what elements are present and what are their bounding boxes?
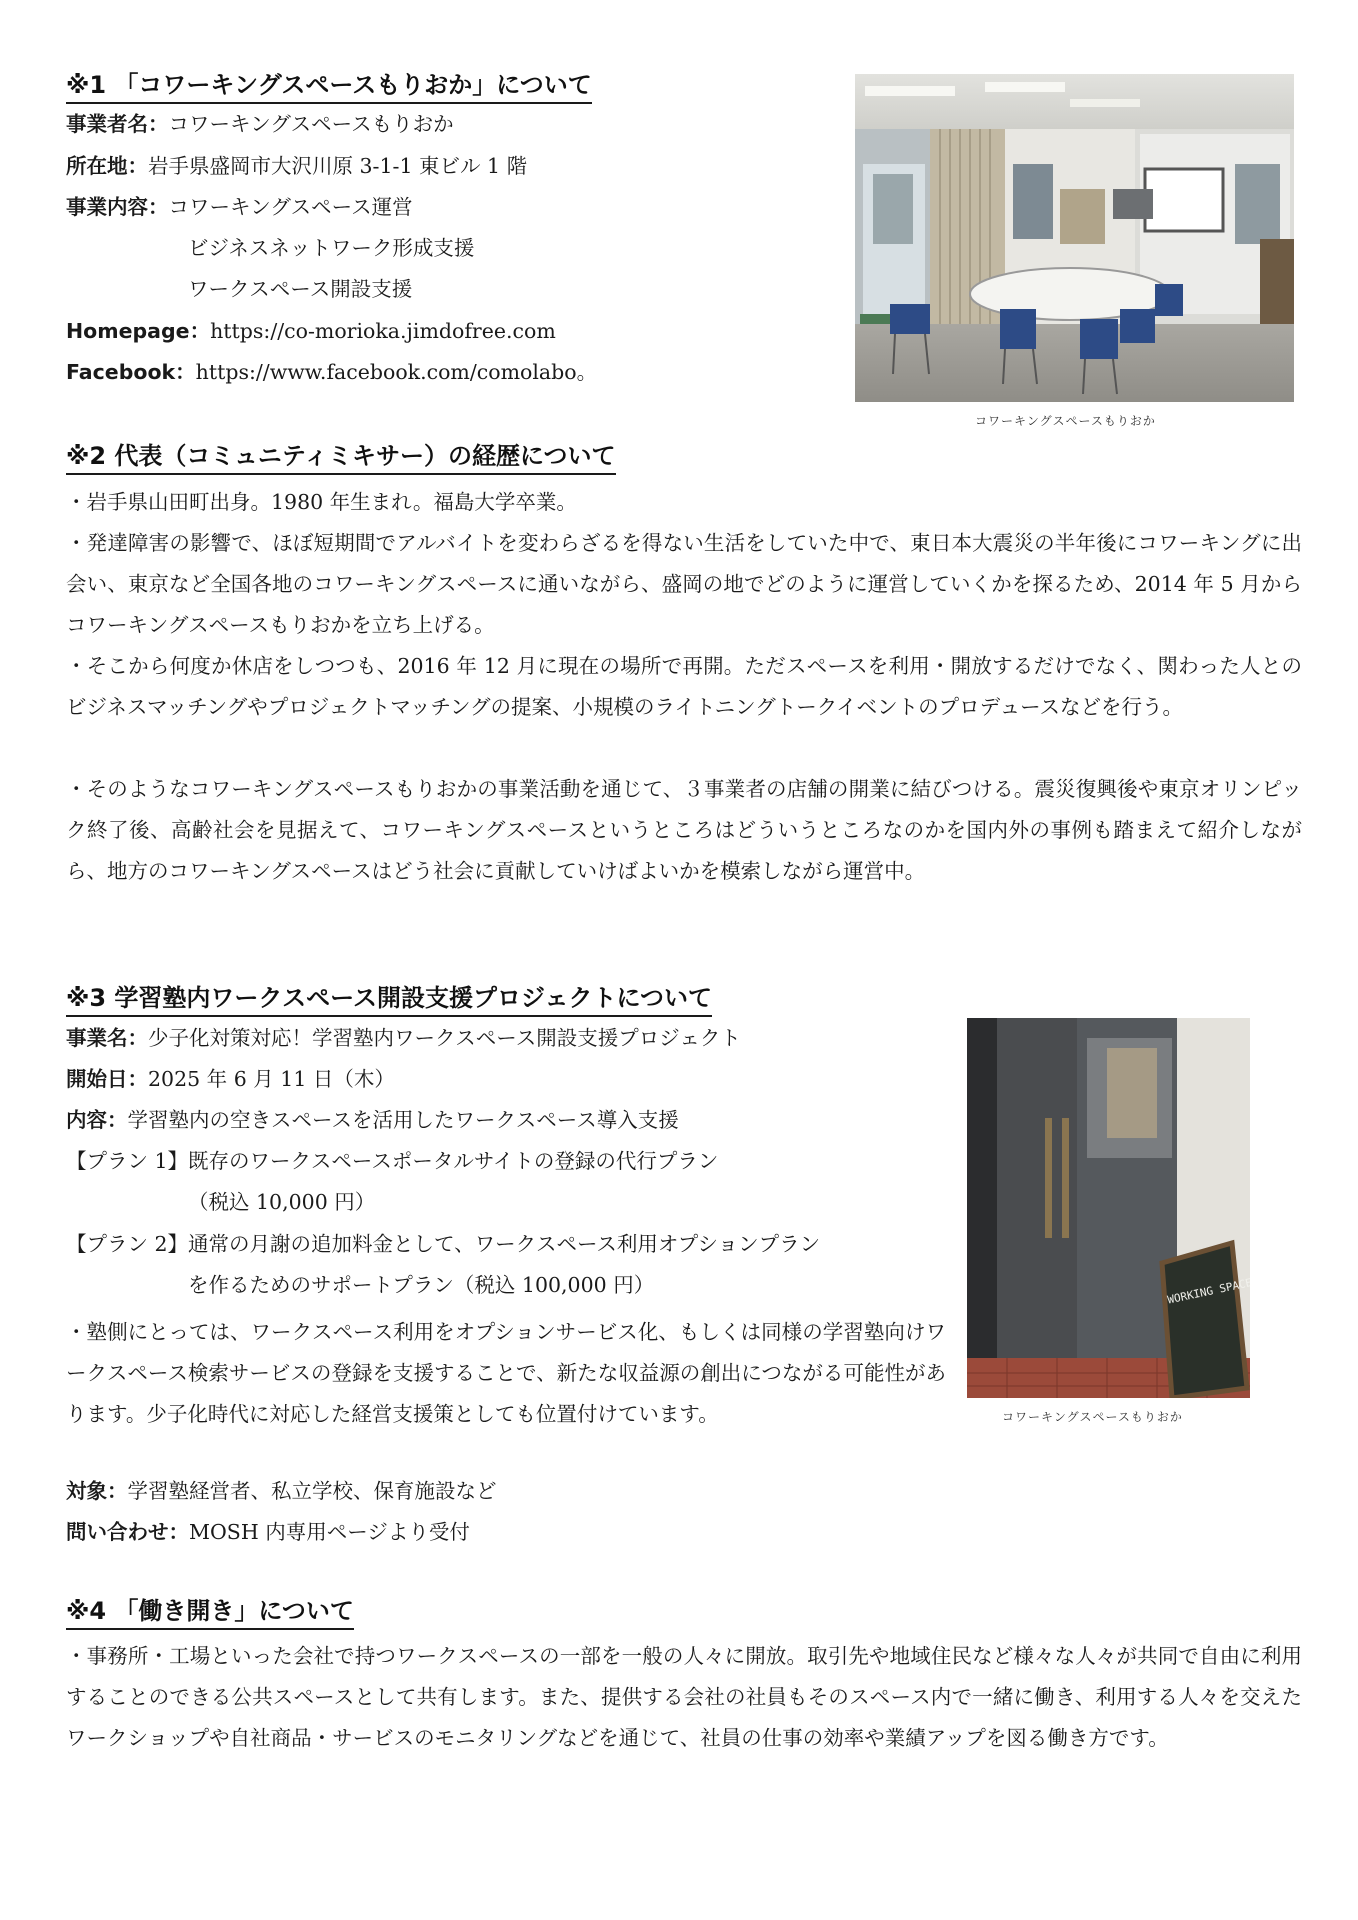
s3-plan-1-price: （税込 10,000 円） [188, 1190, 376, 1214]
photo-2-caption: コワーキングスペースもりおか [1002, 1410, 1183, 1424]
s1-business-content: 事業内容：コワーキングスペース運営 [66, 195, 413, 219]
s1-facebook: Facebook：https://www.facebook.com/comolabo。 [66, 360, 598, 384]
s3-plan-2: 【プラン 2】通常の月謝の追加料金として、ワークスペース利用オプションプラン [66, 1232, 821, 1256]
s2-para-4: ・そのようなコワーキングスペースもりおかの事業活動を通じて、３事業者の店舗の開業に結びつける。震災復興後や東京オリンピック終了後、高齢社会を見据えて、コワーキングスペースというところはどういうところなのかを国内外の事例も踏まえて紹介しながら、地方のコワーキングスペースはどう社会に貢献していけばよいかを模索しながら運営中。 [66, 777, 1302, 883]
s1-business-content-2: ビジネスネットワーク形成支援 [188, 236, 475, 260]
section-4-heading: ※4 「働き開き」について [66, 1596, 354, 1630]
s3-para: ・塾側にとっては、ワークスペース利用をオプションサービス化、もしくは同様の学習塾向けワークスペース検索サービスの登録を支援することで、新たな収益源の創出につながる可能性があります。少子化時代に対応した経営支援策としても位置付けています。 [66, 1320, 946, 1426]
homepage-link[interactable]: https://co-morioka.jimdofree.com [210, 319, 556, 343]
photo-1-caption: コワーキングスペースもりおか [975, 414, 1156, 428]
s3-project-name: 事業名：少子化対策対応！学習塾内ワークスペース開設支援プロジェクト [66, 1026, 741, 1050]
s3-plan-2-price: を作るためのサポートプラン（税込 100,000 円） [188, 1273, 655, 1297]
s3-start-date: 開始日：2025 年 6 月 11 日（木） [66, 1067, 395, 1091]
section-1-heading: ※1 「コワーキングスペースもりおか」について [66, 70, 592, 104]
section-2-heading: ※2 代表（コミュニティミキサー）の経歴について [66, 441, 616, 475]
coworking-entrance-photo [967, 1018, 1250, 1398]
facebook-link[interactable]: https://www.facebook.com/comolabo。 [195, 360, 598, 384]
s4-para: ・事務所・工場といった会社で持つワークスペースの一部を一般の人々に開放。取引先や地域住民など様々な人々が共同で自由に利用することのできる公共スペースとして共有します。また、提供する会社の社員もそのスペース内で一緒に働き、利用する人々を交えたワークショップや自社商品・サービスのモニタリングなどを通じて、社員の仕事の効率や業績アップを図る働き方です。 [66, 1644, 1302, 1750]
chalkboard-sign-text: WORKING SPACE [1166, 1275, 1250, 1307]
s1-address: 所在地：岩手県盛岡市大沢川原 3-1-1 東ビル 1 階 [66, 154, 528, 178]
s1-business-content-3: ワークスペース開設支援 [188, 277, 413, 301]
s2-para-3: ・そこから何度か休店をしつつも、2016 年 12 月に現在の場所で再開。ただスペースを利用・開放するだけでなく、関わった人とのビジネスマッチングやプロジェクトマッチングの提案、小規模のライトニングトークイベントのプロデュースなどを行う。 [66, 654, 1302, 719]
s3-plan-1: 【プラン 1】既存のワークスペースポータルサイトの登録の代行プラン [66, 1149, 719, 1173]
s1-homepage: Homepage：https://co-morioka.jimdofree.com [66, 319, 556, 343]
s3-target: 対象：学習塾経営者、私立学校、保育施設など [66, 1479, 497, 1503]
s2-para-2: ・発達障害の影響で、ほぼ短期間でアルバイトを変わらざるを得ない生活をしていた中で、東日本大震災の半年後にコワーキングに出会い、東京など全国各地のコワーキングスペースに通いながら、盛岡の地でどのように運営していくかを探るため、2014 年 5 月からコワーキングスペースもりおかを立ち上げる。 [66, 531, 1302, 637]
s3-content: 内容：学習塾内の空きスペースを活用したワークスペース導入支援 [66, 1108, 679, 1132]
s3-contact: 問い合わせ：MOSH 内専用ページより受付 [66, 1520, 470, 1544]
section-3-heading: ※3 学習塾内ワークスペース開設支援プロジェクトについて [66, 983, 712, 1017]
s2-para-1: ・岩手県山田町出身。1980 年生まれ。福島大学卒業。 [66, 490, 577, 514]
coworking-interior-photo [855, 74, 1294, 402]
s1-business-name: 事業者名：コワーキングスペースもりおか [66, 112, 454, 136]
